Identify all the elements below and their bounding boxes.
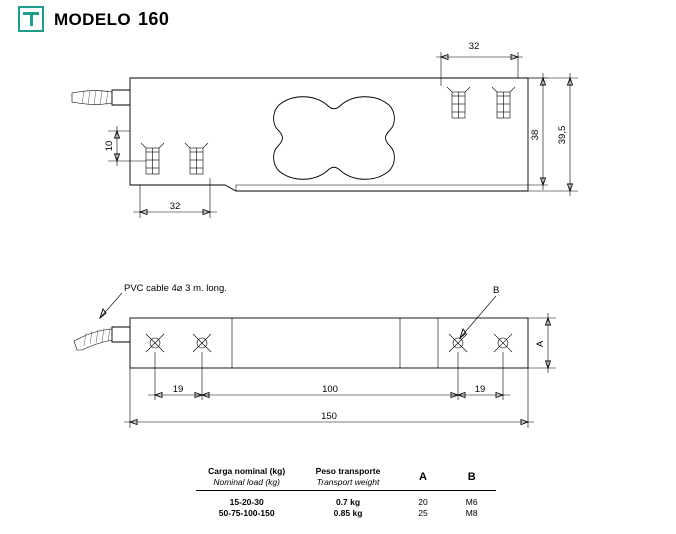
callout-b-label: B <box>493 285 500 296</box>
dim-total-150 <box>124 368 534 428</box>
specification-table <box>196 466 496 519</box>
header-transport-weight <box>297 466 398 491</box>
cable-note-label: PVC cable 4⌀ 3 m. long. <box>124 283 227 294</box>
model-number: 160 <box>138 8 170 29</box>
cell-b: M8 <box>465 508 478 518</box>
dim-label-38: 38 <box>530 129 541 141</box>
dim-chain <box>148 352 510 400</box>
dim-top-right-32 <box>436 41 523 86</box>
dim-label-150: 150 <box>321 411 337 422</box>
table-row <box>196 491 496 509</box>
model-label: MODELO <box>54 9 132 29</box>
cell-nominal-load: 50-75-100-150 <box>218 508 275 518</box>
cell-nominal-load: 15-20-30 <box>229 497 264 507</box>
header-column-a: A <box>399 466 448 491</box>
cell-a: 25 <box>418 508 428 518</box>
dim-label-19-right: 19 <box>474 384 486 395</box>
header-nominal-load-es: Carga nominal (kg) <box>208 466 286 476</box>
dim-label-39-5: 39,5 <box>557 125 568 145</box>
cell-a: 20 <box>418 497 428 507</box>
dim-label-32-top: 32 <box>468 41 480 52</box>
callout-b <box>460 285 499 338</box>
dim-height-38 <box>528 73 548 190</box>
table-header-row <box>196 466 496 491</box>
dim-label-19-left: 19 <box>172 384 184 395</box>
cell-b: M6 <box>465 497 478 507</box>
dim-label-32-bottom: 32 <box>169 201 181 212</box>
header-column-b: B <box>447 466 496 491</box>
cell-transport-weight: 0.85 kg <box>333 508 363 518</box>
dim-height-a <box>528 313 556 373</box>
header-transport-weight-es: Peso transporte <box>315 466 381 476</box>
dim-label-10: 10 <box>104 140 115 152</box>
header-transport-weight-en: Transport weight <box>316 477 380 487</box>
dim-label-100: 100 <box>322 384 338 395</box>
cable-callout <box>100 283 227 318</box>
dim-bottom-left-32 <box>133 178 217 218</box>
header-nominal-load-en: Nominal load (kg) <box>213 477 280 487</box>
dim-left-10 <box>104 126 146 166</box>
side-view-drawing <box>74 283 556 428</box>
header-nominal-load <box>196 466 297 491</box>
cell-transport-weight: 0.7 kg <box>335 497 361 507</box>
dim-label-a: A <box>535 340 546 348</box>
top-view-drawing <box>72 41 578 218</box>
table-row <box>196 508 496 519</box>
